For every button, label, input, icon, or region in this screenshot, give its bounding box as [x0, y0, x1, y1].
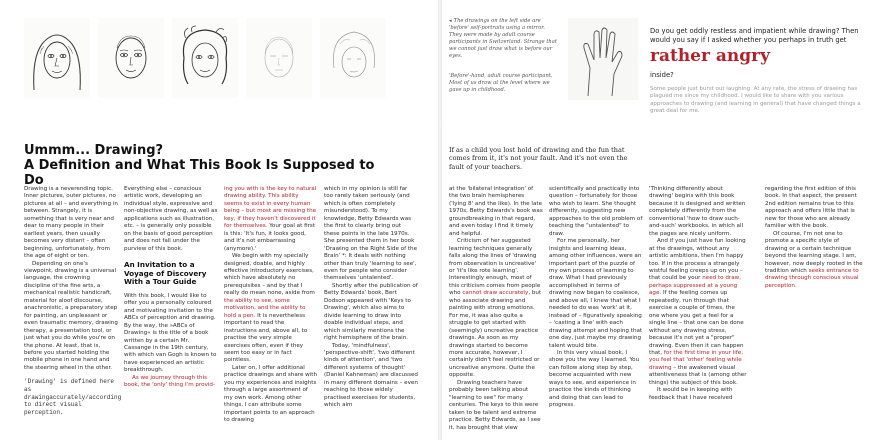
paragraph-text: Of course, I'm not one to promote a specific style of drawing or a certain technique beyond the learning stage. I am, however, now deeply rooted in the tradition which — [765, 230, 863, 274]
paragraph: In this very visual book, I show you the way I learned. You can follow along step by step, become acquainted with new ways to see, and experience in practice the kinds of thinking and doing that can lead to progress. — [549, 349, 640, 409]
paragraph: 'Thinking differently about drawing' begins with this book because it is designed and written completely differently from the conventional 'how to draw such-and-such' workbooks, in which all the pages are nicely uniform. — [649, 186, 746, 237]
highlight-text: cannot draw accurately — [462, 290, 529, 297]
portrait-drawing-3 — [172, 18, 238, 98]
paragraph: Drawing is a neverending topic. Inner pictures, outer pictures, no pictures at all – and everything in between. Strangely, it is something that is very near and dear to many people in their earliest years, then usually becomes very distant – often beginning, unfortunately, from the age of eight or ten. — [24, 186, 118, 260]
paragraph: Today, 'mindfulness', 'perspective-shift', 'two different kinds of attention', and 'two different systems of thought' (Daniel Kahneman) are discussed in many different domains – even reaching to those widely practised exercises for students, which aim — [324, 342, 418, 409]
paragraph: Shortly after the publication of Betty Edwards' book, Bert Dodson appeared with 'Keys to Drawing', which also aims to divide learning to draw into doable individual steps, and which similarly mentions the right hemisphere of the brain. — [324, 282, 418, 342]
paragraph-text: – the awakened visual attentiveness that is (among other things) the subject of this book. — [649, 364, 747, 386]
lead-question: Do you get oddly restless and impatient while drawing? Then would you say if I asked whether you perhaps in truth get — [650, 27, 859, 44]
paragraph: at the 'bilateral integration' of the two brain hemispheres ('lying 8' and the like). In the late 1970s, Betty Edwards's book was groundbreaking in that regard, and even today I find it timely and helpful. — [449, 186, 543, 237]
highlight-text: need to draw, perhaps suppressed at a young age. — [649, 275, 741, 297]
left-column-1 — [24, 186, 122, 416]
paragraph: regarding the first edition of this book. In that aspect, the present 2nd edition remains true to this approach and offers little that is new for those who are already familiar with the book. — [765, 186, 857, 230]
highlight-text: the ability to see, some motivation, and the ability to hold a pen. — [224, 297, 306, 319]
paragraph: which in my opinion is still far too rarely taken seriously (and which is often completely misunderstood). To my knowledge, Betty Edwards was the first to clearly bring out these points in the late 1970s. She presented them in her book 'Drawing on the Right Side of the Brain' *: It deals with nothing other than truly 'learning to see', even for people who consider themselves 'untalented'. — [324, 186, 418, 282]
chapter-title-line-1: Ummm... Drawing? — [24, 143, 164, 158]
paragraph: Depending on one's viewpoint, drawing is a universal language, the crowning discipline of the fine arts, a mechanical realistic handicraft, material for aloof discourse, anachronistic, a preparatory step for painting, an unpleasant or even traumatic memory, drawing therapy, a presentation tool, or just what you do while you're on the phone. At least, that is, before you started holding the mobile phone in one hand and the steering wheel in the other. — [24, 260, 118, 371]
right-column-1 — [449, 186, 543, 432]
portrait-drawing-4 — [246, 18, 312, 98]
paragraph-text: Your goal at first is this: 'It's fun, it looks good, and it's not embarrassing (anymore).' — [224, 223, 316, 252]
paragraph: It would be in keeping with feedback that I have received — [649, 387, 733, 401]
hand-drawing — [568, 18, 638, 100]
right-column-4 — [765, 186, 863, 290]
paragraph-text: And if you just have fun looking at the drawings, without any artistic ambitions, then I'm happy too. If in the process a strangely wistful feeling creeps up on you – that could be your — [649, 238, 746, 282]
section-heading: An Invitation to a Voyage of Discovery With a Tour Guide — [124, 260, 207, 287]
chapter-title — [24, 143, 384, 188]
highlight-text: seeks entrance to drawing through conscious visual perception. — [765, 267, 859, 289]
right-column-2 — [549, 186, 643, 410]
chapter-intro: If as a child you lost hold of drawing and the fun that comes from it, it's not your fault. And it's not even the fault of your teachers. — [449, 146, 628, 171]
left-column-2 — [124, 186, 218, 390]
caption-hand: 'Before'-hand, adult course participant. Most of us draw at the level where we gave up in childhood. — [449, 73, 553, 93]
paragraph: Later on, I offer additional practice drawings and share with you my experiences and insights through a large assortment of my own work. Among other things, I can attribute some important points to an approach to drawing — [224, 364, 318, 424]
paragraph-text: If the feeling comes up repeatedly, run through that exercise a couple of times, the one where you get a feel for a single line – that one can be done without any drawing stress, because it's not yet a "proper" drawing. Even then it can happen that, — [649, 290, 744, 356]
paragraph-text: Criticism of her suggested learning techniques generally falls along the lines of 'drawing from observation is uncreative' or 'it's like rote learning'. Interestingly enough, most of this criticism comes from people who — [449, 238, 541, 297]
handwritten-note: 'Drawing' is defined here as drawingaccurately/according to direct visual perception. — [24, 378, 122, 416]
highlight-rather-angry: rather angry — [650, 46, 770, 66]
paragraph-text: We begin with my specially designed, doable, and highly effective introductory exercises, which have absolutely no prerequisites – and by that I really do mean none, aside from — [224, 253, 315, 297]
grey-intro-paragraph: Some people just burst out laughing. At any rate, the stress of drawing has plagued me since my childhood. I would like to share with you various approaches to drawing (and learning in general) that have changed things a great deal for me. — [650, 86, 861, 115]
arrow-left-icon: ◂ — [449, 18, 452, 24]
paragraph: Drawing teachers have probably been talking about "learning to see" for many centuries. The keys to this were taken to be talent and extreme practice. Betty Edwards, as I see it, has brought that view — [449, 379, 541, 431]
right-column-3 — [649, 186, 747, 402]
book-gutter — [438, 0, 442, 440]
highlight-text: ing you with is the key to natural drawing ability. This ability seems to exist in every human being – but most are missing the key, if they haven't discovered it for themselves. — [224, 186, 317, 230]
paragraph-highlight: As we journey through this book, the 'only' thing I'm provid- — [124, 374, 215, 389]
highlight-text: for the first time in your life, you feel that 'other' feeling while drawing — [649, 349, 744, 371]
portrait-drawing-1 — [24, 18, 90, 98]
caption-self-portraits-text: The drawings on the left side are 'before' self-portraits using a mirror. They were made by adult course participants in Switzerland. Strange that we cannot just draw what is before our eyes. — [449, 18, 557, 59]
left-column-4 — [324, 186, 418, 410]
caption-self-portraits — [449, 18, 559, 60]
lead-inside: inside? — [650, 71, 674, 79]
paragraph: With this book, I would like to offer you a personally coloured and motivating invitation to the ABCs of perception and drawing. By the way, the »ABCs of Drawing« is the title of a book written by a certain Mr. Cassange in the 19th century, with which van Gogh is known to have experienced an artistic breakthrough. — [124, 292, 217, 374]
paragraph: scientifically and practically into question – fortunately for those who wish to learn. She thought differently, suggesting new approaches to the old problem of teaching the "untalented" to draw. — [549, 186, 643, 237]
chapter-title-line-2: A Definition and What This Book Is Supposed to Do — [24, 158, 375, 188]
portrait-drawing-2 — [98, 18, 164, 98]
portrait-drawing-5 — [320, 18, 386, 98]
paragraph: Everything else – conscious artistic work, developing an individual style, expressive and non-objective drawing, as well as applications such as illustration, etc. – is generally only possible on the basis of good perception and does not fall under the purview of this book. — [124, 186, 218, 252]
left-column-3 — [224, 186, 318, 425]
paragraph-text: It is nevertheless important to read the instructions and, above all, to practise the very simple exercises often, even if they seem too easy or in fact pointless. — [224, 312, 308, 364]
paragraph: For me personally, her insights and learning ideas, among other influences, were an important part of the puzzle of my own process of learning to draw. What I had previously accomplished in terms of drawing now began to coalesce, and above all, I knew that what I needed to do was 'work' at it, instead of – figuratively speaking – 'casting a line' with each drawing attempt and hoping that one day, just maybe my drawing talent would bite. — [549, 238, 643, 349]
paragraph-text: , but who associate drawing and painting with strong emotions. For me, it was also quite a struggle to get started with (seemingly) uncreative practice drawings. As soon as my drawings started to become more accurate, however, I certainly didn't feel restricted or uncreative anymore. Quite the opposite. — [449, 290, 542, 379]
